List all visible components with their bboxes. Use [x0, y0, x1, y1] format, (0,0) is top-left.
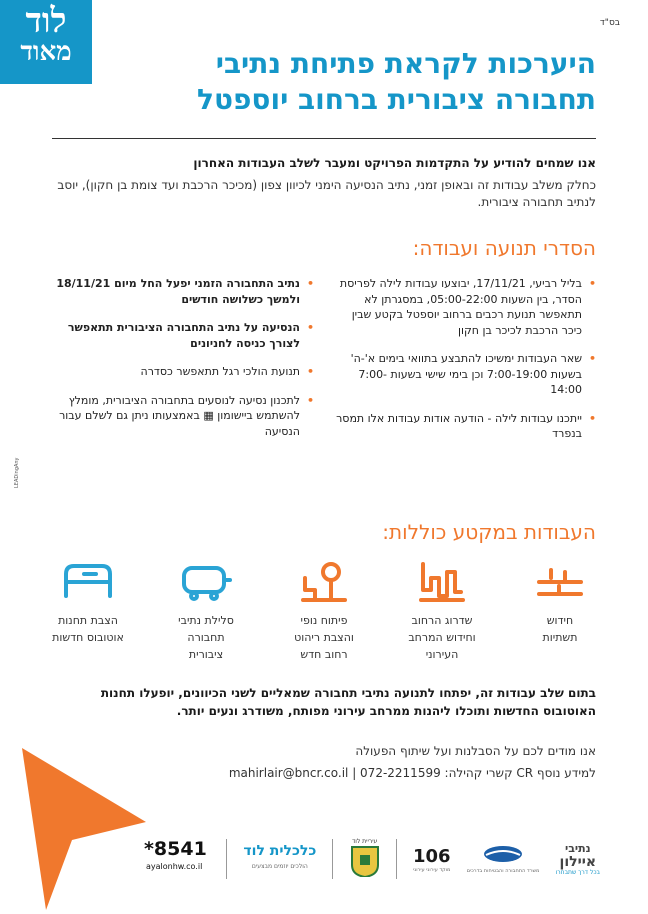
caption-line: והצבת ריהוט — [294, 631, 354, 644]
traffic-title: הסדרי תנועה ועבודה: — [412, 236, 596, 260]
city-emblem-icon — [350, 845, 380, 877]
works-caption — [36, 612, 140, 646]
traffic-bullet: • בליל רביעי, 17/11/21, יבוצעו עבודות לילה לפריסת הסדר, בין השעות 05:00-22:00, במסגרתן לא תתאפשר תנועת רכבים ברחוב יוספטל בקטע שבין כיכר הרכבת לכיכר בן חקון — [334, 276, 596, 338]
lead-text: כחלק משלב עבודות זה ובאופן זמני, נתיב הנסיעה הימני לכיוון צפון (מכיכר הרכבת ועד צומת בן חקון), יוסב לנתיב תחבורה ציבורית. — [57, 178, 596, 209]
caption-line: סלילת נתיבי — [178, 614, 234, 627]
footer-separator — [226, 839, 227, 879]
ayalon-logo — [556, 843, 600, 876]
landscape-icon — [299, 560, 349, 604]
lod-city-emblem — [350, 838, 380, 881]
caption-line: פיתוח נופי — [300, 614, 348, 627]
caption-line: רחוב חדש — [300, 648, 348, 661]
website-link[interactable]: ayalonhw.co.il — [146, 862, 203, 871]
works-item — [272, 560, 376, 670]
traffic-left-column — [52, 276, 314, 452]
ministry-logo — [467, 844, 540, 874]
caption-line: ציבורית — [188, 648, 224, 661]
logo-line-1: לוד — [25, 1, 67, 41]
works-item — [154, 560, 258, 670]
caption-line: הצבת תחנות — [58, 614, 118, 627]
page-title — [126, 46, 596, 118]
lead-bold: אנו שמחים להודיע על התקדמות הפרויקט ומעבר לשלב העבודות האחרון — [193, 156, 596, 170]
footer-separator — [396, 839, 397, 879]
vertical-credit: LEADingAny — [14, 457, 20, 488]
closing-paragraph: בתום שלב עבודות זה, יפתחו לתנועה נתיבי תחבורה שמאליים לשני הכיוונים, יופעלו תחנות האוטובוס החדשות ותוכלו ליהנות ממרחב עירוני מפותח, משודרג ונעים יותר. — [100, 686, 596, 718]
road-upgrade-icon — [417, 560, 467, 604]
thanks-line: אנו מודים לכם על הסבלנות ועל שיתוף הפעולה — [355, 744, 596, 758]
bus-stop-icon — [60, 560, 116, 604]
works-item — [36, 560, 140, 670]
works-icons — [36, 560, 612, 670]
num-106: 106 — [412, 845, 451, 867]
ministry-emblem-icon — [482, 844, 524, 864]
title-divider — [52, 138, 596, 139]
works-caption — [390, 612, 494, 663]
works-caption — [508, 612, 612, 646]
footer-separator — [332, 839, 333, 879]
traffic-bullet: • ייתכנו עבודות לילה - הודעה אודות עבודות אלו תמסר בנפרד — [334, 411, 596, 442]
caption-line: תשתיות — [542, 631, 578, 644]
works-item — [508, 560, 612, 670]
works-item — [390, 560, 494, 670]
ministry-label: משרד התחבורה והבטיחות בדרכים — [466, 868, 540, 874]
lead-section — [52, 156, 596, 211]
traffic-bullet: • שאר העבודות ימשיכו להתבצע בתוואי בימים א'-ה' בשעות 7:00-19:00 וכן בימי שישי בשעות 7:00-14:00 — [334, 351, 596, 398]
caption-line: תחבורה — [187, 631, 225, 644]
bsd-mark: בס"ד — [599, 18, 620, 28]
traffic-bullet: • נתיב התחבורה הזמני יפעל החל מיום 18/11/21 ולמשך כשלושה חודשים — [52, 276, 314, 307]
works-caption — [154, 612, 258, 663]
caption-line: חידוש — [546, 614, 574, 627]
ayalon-line-1: נתיבי — [564, 841, 591, 855]
lod-logo — [0, 0, 92, 84]
traffic-columns — [52, 276, 596, 486]
economic-lod-logo — [243, 843, 316, 875]
title-line-2: תחבורה ציבורית ברחוב יוספטל — [197, 83, 596, 116]
logo-line-2: מאוד — [20, 37, 72, 67]
pipes-icon — [535, 560, 585, 604]
caption-line: וחידוש המרחב — [408, 631, 476, 644]
ayalon-line-2: איילון — [559, 853, 597, 870]
traffic-bullet: • הנסיעה על נתיב התחבורה הציבורית תתאפשר לצורך כניסה לחניונים — [52, 320, 314, 351]
caption-line: שדרוג הרחוב — [411, 614, 473, 627]
caption-line: העירוני — [425, 648, 459, 661]
economic-tagline: הולכים יוזמים מבצעים — [251, 863, 308, 870]
num-106-label: מוקד עירוני עירוני — [413, 866, 451, 873]
municipal-106-logo — [413, 846, 451, 873]
orange-arrow-graphic — [0, 744, 150, 914]
economic-label: כלכלית לוד — [243, 843, 317, 859]
contact-info[interactable]: למידע נוסף CR קשרי קהילה: 072-2211599 | mahirlair@bncr.co.il — [228, 766, 596, 780]
works-caption — [272, 612, 376, 663]
works-title: העבודות במקטע כוללות: — [382, 520, 596, 544]
title-line-1: היערכות לקראת פתיחת נתיבי — [215, 47, 596, 80]
bus-lane-icon — [178, 560, 234, 604]
caption-line: אוטובוס חדשות — [52, 631, 124, 644]
lod-city-label: עיריית לוד — [351, 837, 378, 845]
footer-logos — [140, 836, 600, 882]
traffic-right-column — [334, 276, 596, 455]
traffic-bullet: • לתכנון נסיעה לנוסעים בתחבורה הציבורית, מומלץ להשתמש ביישומון ▦ באמצעותו ניתן גם לשלם עבור הנסיעה — [52, 393, 314, 440]
traffic-bullet: • תנועת הולכי רגל תתאפשר כסדרה — [52, 364, 314, 380]
ayalon-tagline: בכל דרך שתבחרו — [555, 868, 600, 876]
contact-section — [150, 740, 596, 784]
phone-number[interactable]: *8541 — [144, 838, 207, 860]
